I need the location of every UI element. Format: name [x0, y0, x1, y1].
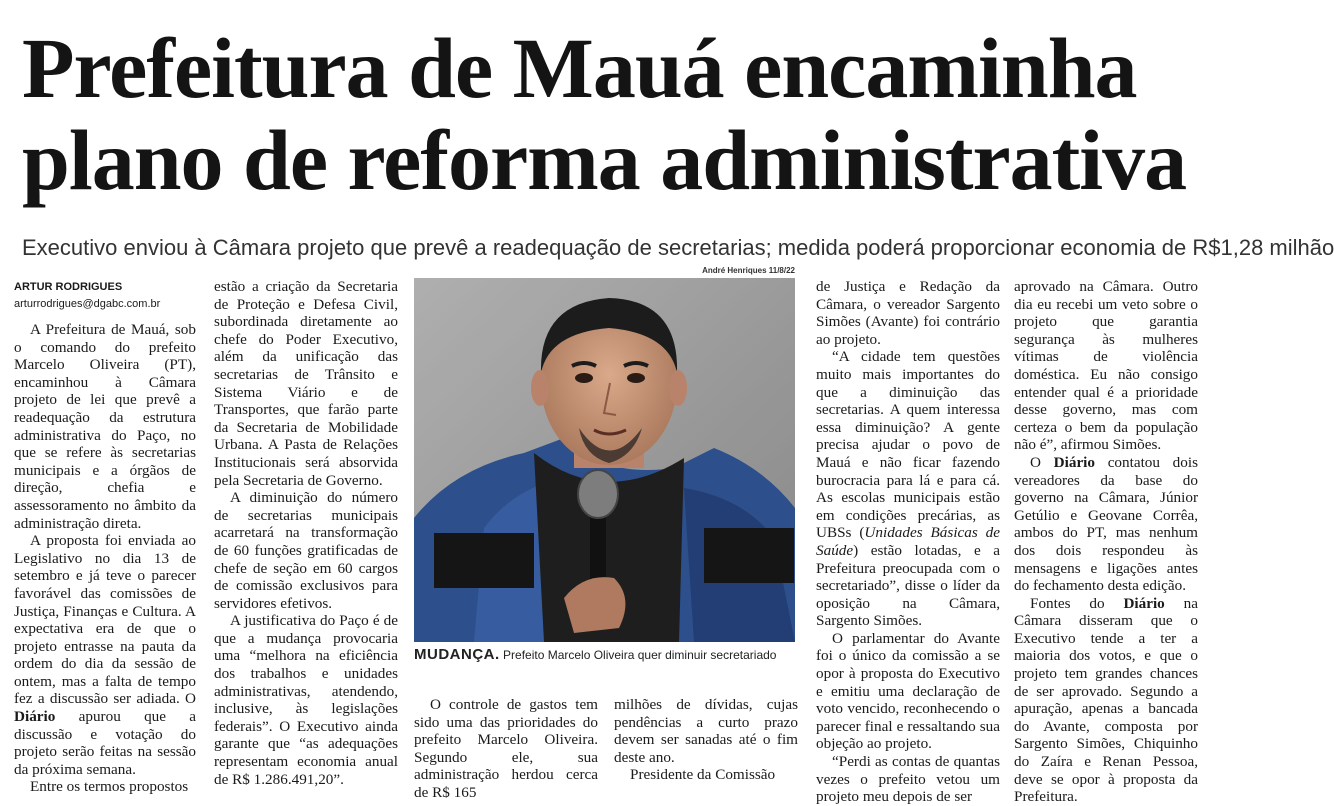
paragraph: estão a criação da Secretaria de Proteção e Defesa Civil, subordinada diretamente ao chefe do Poder Executivo, além da unificação das secretarias de Trânsito e Sistema Viário e de Transportes, que farão parte da Secretaria de Mobilidade Urbana. A Pasta de Relações Institucionais será absorvida pela Secretaria de Governo. [214, 278, 398, 489]
newspaper-name: Diário [1053, 453, 1095, 471]
article-column-1 [14, 278, 197, 796]
mayor-photo [414, 278, 795, 642]
paragraph: A justificativa do Paço é de que a mudança provocaria uma “melhora na eficiência dos trabalhos e unidades administrativas, atendendo, inclusive, às legislações federais”. O Executivo ainda garante que “as adequações representam economia anual de R$ 1.286.491,20”. [214, 612, 398, 788]
paragraph: aprovado na Câmara. Outro dia eu recebi um veto sobre o projeto que garantia segurança às mulheres vítimas de violência doméstica. Eu não consigo entender qual é a prioridade desse governo, mas com certeza o bem da população não é”, afirmou Simões. [1014, 278, 1198, 454]
article-column-5 [816, 278, 1001, 806]
paragraph: O Diário contatou dois vereadores da base do governo na Câmara, Júnior Getúlio e Geovane Corrêa, ambos do PT, mas nenhum dos dois respondeu às mensagens e ligações antes do fechamento desta edição. [1014, 453, 1198, 595]
headline-line-2: plano de reforma administrativa [22, 112, 1187, 208]
paragraph: A Prefeitura de Mauá, sob o comando do prefeito Marcelo Oliveira (PT), encaminhou à Câmara projeto de lei que prevê a readequação da estrutura administrativa do Paço, no que se refere às secretarias municipais e a órgãos de direção, chefia e assessoramento no âmbito da administração direta. [14, 321, 196, 532]
paragraph: Entre os termos propostos [30, 778, 189, 796]
article-column-3 [414, 696, 598, 801]
paragraph: Presidente da Comissão [630, 766, 776, 784]
caption-text: Prefeito Marcelo Oliveira quer diminuir secretariado [503, 648, 777, 662]
paragraph: “Perdi as contas de quantas vezes o prefeito vetou um projeto meu depois de ser [816, 753, 1000, 806]
byline-email[interactable]: arturrodrigues@dgabc.com.br [14, 298, 161, 310]
photo-block [414, 266, 795, 642]
caption-keyword: MUDANÇA. [414, 646, 500, 663]
article-column-2 [214, 278, 398, 788]
byline-author: ARTUR RODRIGUES [14, 281, 123, 293]
paragraph: Fontes do Diário na Câmara disseram que o Executivo tende a ter a maioria dos votos, e que o projeto tem grandes chances de ser aprovado. Segundo a apuração, apenas a bancada do Avante, composta por Sargento Simões, Chiquinho do Zaíra e Renan Pessoa, deve se opor à proposta da Prefeitura. [1014, 594, 1198, 806]
paragraph: A proposta foi enviada ao Legislativo no dia 13 de setembro e já teve o parecer favorável das comissões de Justiça, Finanças e Cultura. A expectativa era de que o projeto entrasse na pauta da ordem do dia da sessão de ontem, mas a falta de tempo fez a discussão ser adiada. O Diário apurou que a discussão e votação do projeto serão feitas na sessão da próxima semana. [14, 532, 197, 778]
paragraph: O controle de gastos tem sido uma das prioridades do prefeito Marcelo Oliveira. Segundo ele, sua administração herdou cerca de R$ 165 [414, 696, 598, 801]
paragraph: O parlamentar do Avante foi o único da comissão a se opor à proposta do Executivo e emitiu uma declaração de voto vencido, reconhecendo o parecer final e ressaltando sua objeção ao projeto. [816, 629, 1000, 753]
headline-line-1: Prefeitura de Mauá encaminha [22, 20, 1137, 116]
subheadline: Executivo enviou à Câmara projeto que prevê a readequação de secretarias; medida poderá proporcionar economia de R$1,28 milhão [22, 235, 1334, 260]
paragraph: “A cidade tem questões muito mais importantes do que a diminuição das secretarias. A quem interessa essa diminuição? A gente precisa ajudar o povo de Mauá e não ficar fazendo burocracia para lá e para cá. As escolas municipais estão em condições precárias, as UBSs (Unidades Básicas de Saúde) estão lotadas, e a Prefeitura preocupada com o secretariado”, disse o líder da oposição na Câmara, Sargento Simões. [816, 348, 1001, 630]
paragraph: A diminuição do número de secretarias municipais acarretará na transformação de 60 funções gratificadas de chefe de seção em 60 cargos de comissão exclusivos para servidores efetivos. [214, 489, 398, 612]
photo-credit: André Henriques 11/8/22 [702, 266, 795, 275]
article-column-6 [1014, 278, 1198, 806]
photo-caption [414, 646, 806, 663]
newspaper-name: Diário [1123, 594, 1165, 612]
paragraph: milhões de dívidas, cujas pendências a curto prazo devem ser sanadas até o fim deste ano. [614, 696, 798, 766]
article-column-4 [614, 696, 798, 785]
paragraph: de Justiça e Redação da Câmara, o vereador Sargento Simões (Avante) foi contrário ao projeto. [816, 278, 1000, 348]
headline [22, 22, 1192, 206]
newspaper-name: Diário [14, 708, 56, 726]
